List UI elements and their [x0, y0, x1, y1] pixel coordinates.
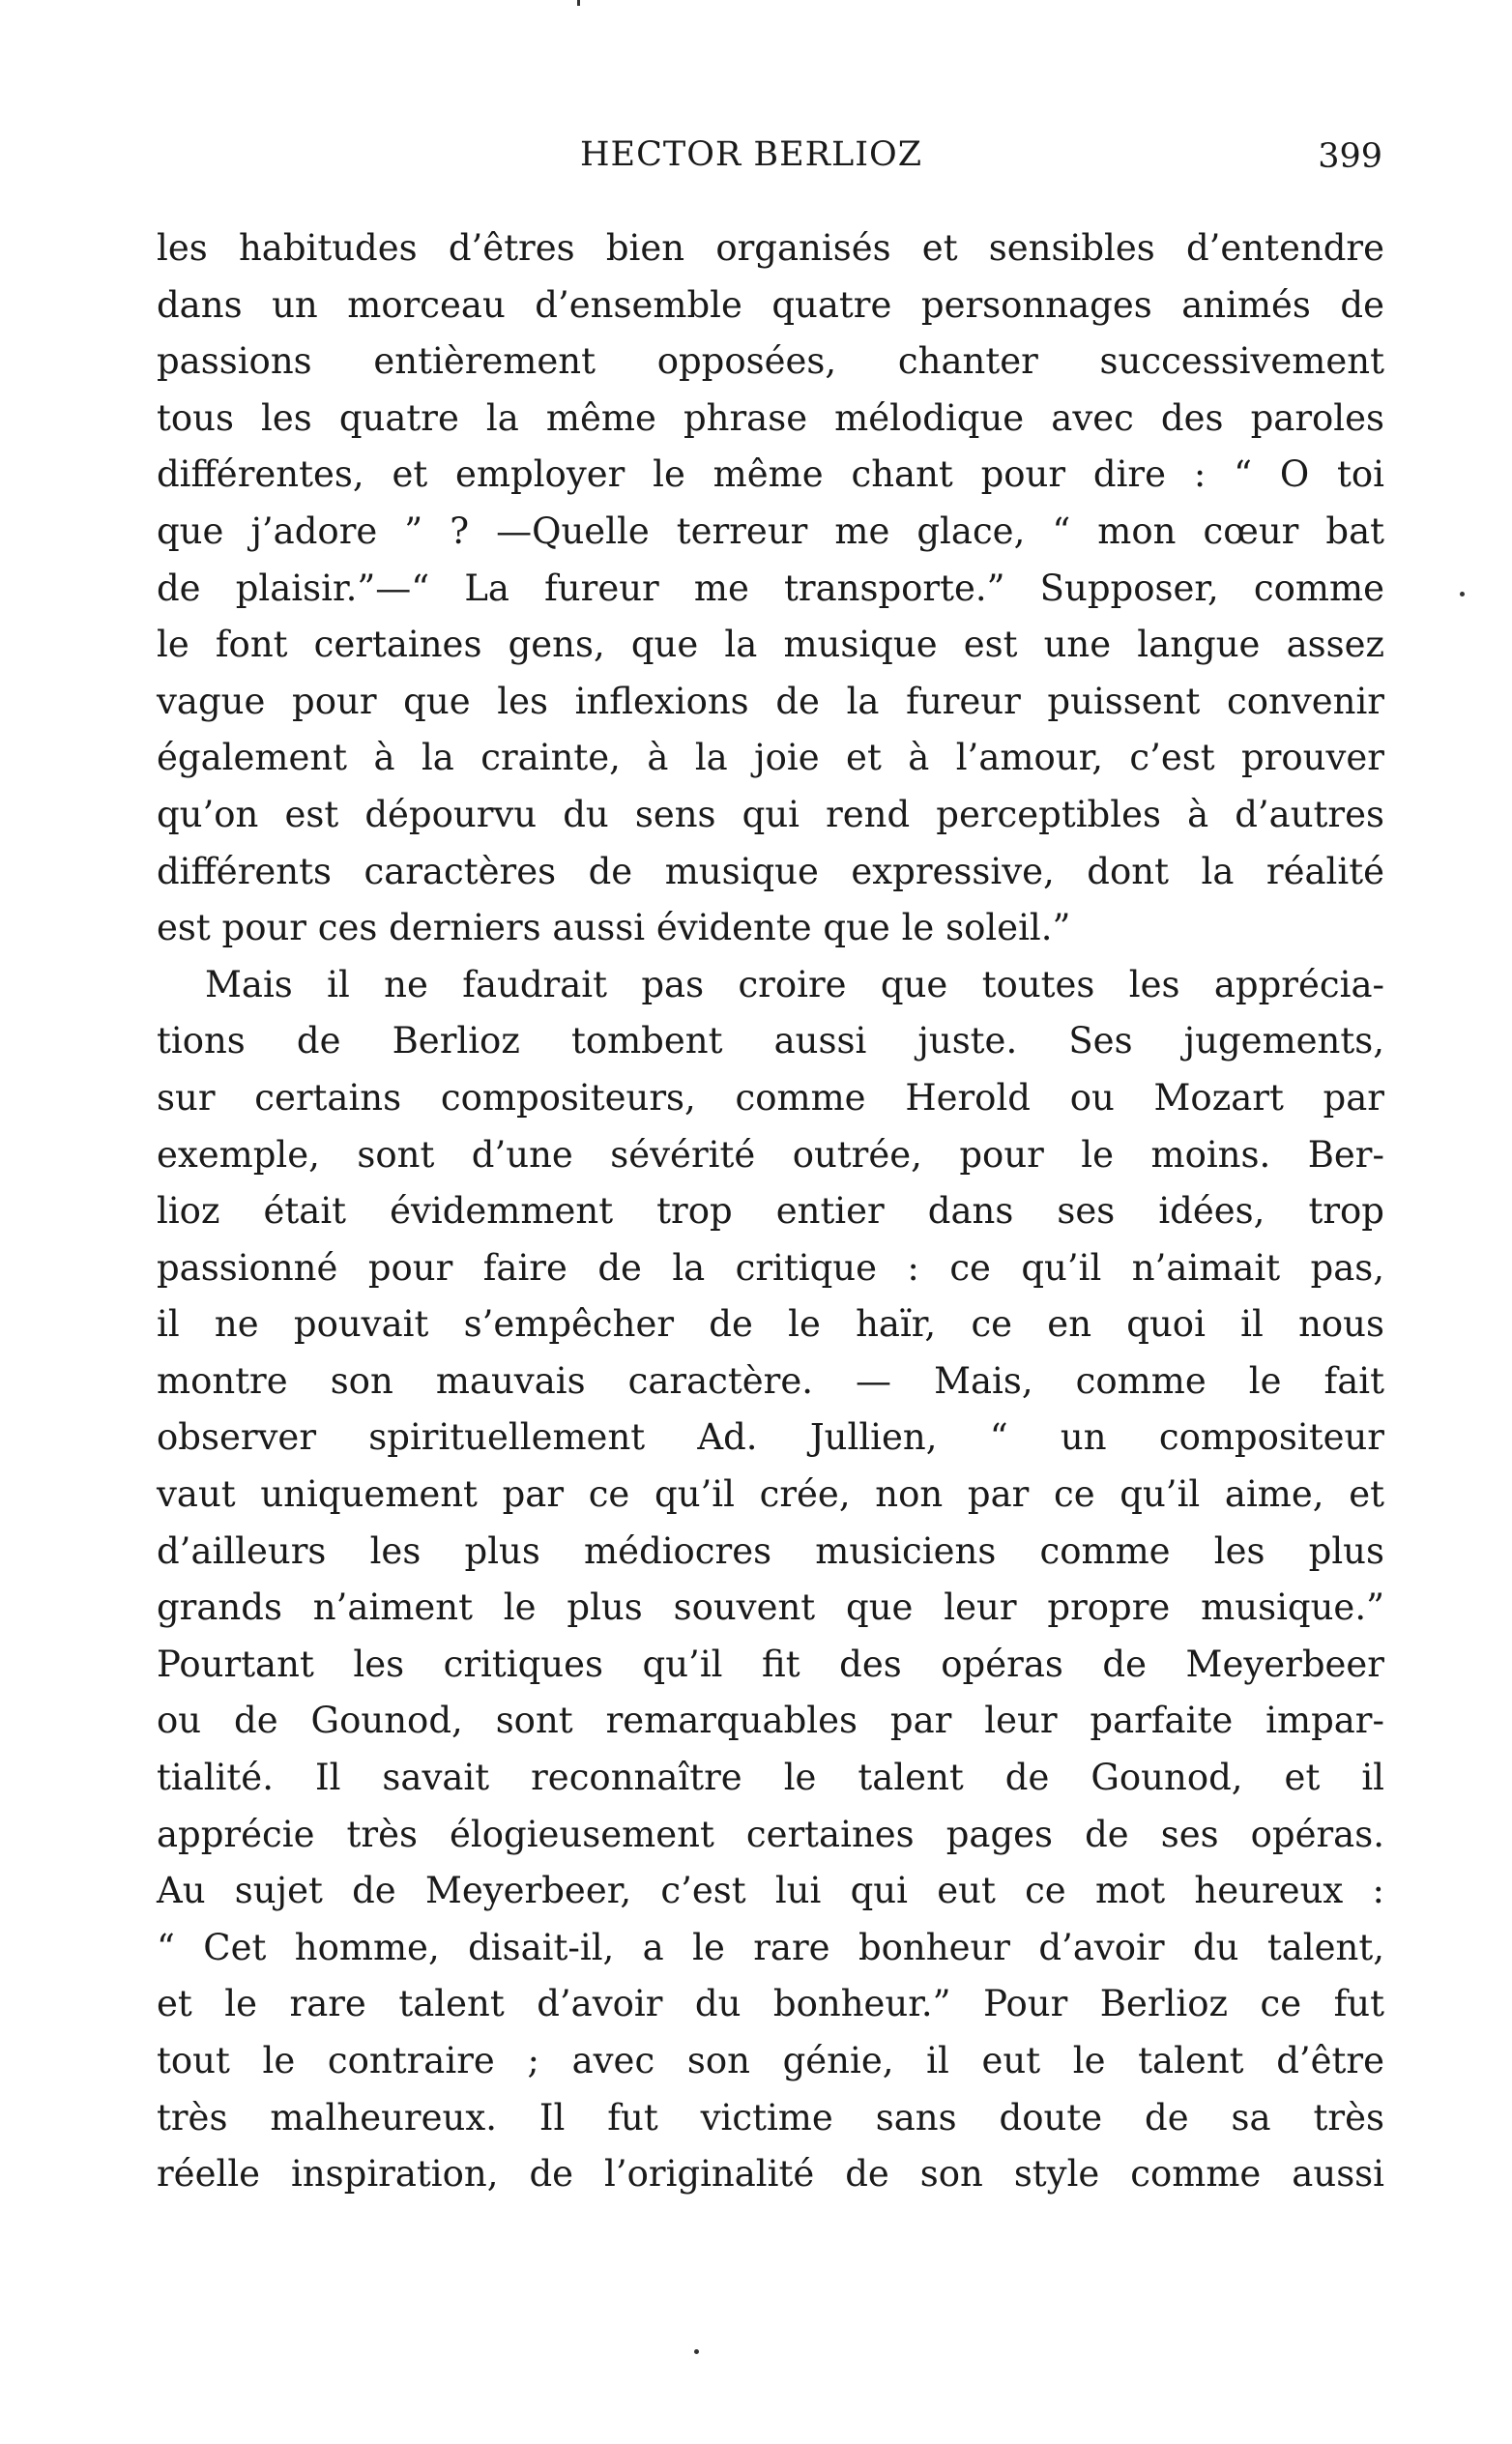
text-line: lioz était évidemment trop entier dans ses idées, trop — [157, 1190, 1384, 1233]
text-line: tialité. Il savait reconnaître le talent de Gounod, et il — [157, 1757, 1384, 1799]
text-line: différentes, et employer le même chant pour dire : “ O toi — [157, 453, 1384, 496]
text-line: montre son mauvais caractère. — Mais, comme le fait — [157, 1359, 1384, 1402]
paragraph-end-line: est pour ces derniers aussi évidente que le soleil.” — [157, 907, 1071, 949]
text-line: “ Cet homme, disait-il, a le rare bonheur d’avoir du talent, — [157, 1926, 1384, 1968]
text-line: Pourtant les critiques qu’il fit des opéras de Meyerbeer — [157, 1643, 1384, 1685]
text-line: exemple, sont d’une sévérité outrée, pour le moins. Ber- — [157, 1133, 1384, 1176]
text-line: vaut uniquement par ce qu’il crée, non par ce qu’il aime, et — [157, 1473, 1384, 1516]
paragraph-start-line: Mais il ne faudrait pas croire que toutes les apprécia- — [205, 963, 1384, 1005]
text-line: très malheureux. Il fut victime sans doute de sa très — [157, 2096, 1384, 2138]
text-line: passionné pour faire de la critique : ce qu’il n’aimait pas, — [157, 1246, 1384, 1289]
text-line: sur certains compositeurs, comme Herold ou Mozart par — [157, 1076, 1384, 1119]
text-line: d’ailleurs les plus médiocres musiciens comme les plus — [157, 1529, 1384, 1572]
text-line: de plaisir.”—“ La fureur me transporte.” Supposer, comme — [157, 567, 1384, 609]
text-line: grands n’aiment le plus souvent que leur propre musique.” — [157, 1586, 1384, 1629]
text-line: ou de Gounod, sont remarquables par leur parfaite impar- — [157, 1700, 1384, 1742]
running-head: HECTOR BERLIOZ — [580, 135, 923, 174]
text-line: il ne pouvait s’empêcher de le haïr, ce en quoi il nous — [157, 1303, 1384, 1346]
text-line: Au sujet de Meyerbeer, c’est lui qui eut ce mot heureux : — [157, 1870, 1384, 1912]
page-header — [145, 135, 1382, 184]
text-line: dans un morceau d’ensemble quatre personnages animés de — [157, 283, 1384, 326]
text-line: observer spirituellement Ad. Jullien, “ un compositeur — [157, 1416, 1384, 1459]
text-line: qu’on est dépourvu du sens qui rend perceptibles à d’autres — [157, 793, 1384, 835]
text-line: vague pour que les inflexions de la fureur puissent convenir — [157, 680, 1384, 722]
print-mark — [577, 0, 580, 6]
text-line: différents caractères de musique expressive, dont la réalité — [157, 850, 1384, 892]
body-text — [157, 220, 1384, 2203]
print-speck — [694, 2349, 699, 2354]
page-number: 399 — [1318, 137, 1382, 176]
text-line: les habitudes d’êtres bien organisés et sensibles d’entendre — [157, 227, 1384, 269]
text-line: le font certaines gens, que la musique est une langue assez — [157, 624, 1384, 666]
text-line: tous les quatre la même phrase mélodique avec des paroles — [157, 396, 1384, 439]
text-line: que j’adore ” ? —Quelle terreur me glace, “ mon cœur bat — [157, 509, 1384, 552]
text-line: apprécie très élogieusement certaines pages de ses opéras. — [157, 1813, 1384, 1855]
text-line: passions entièrement opposées, chanter successivement — [157, 340, 1384, 383]
text-line: réelle inspiration, de l’originalité de son style comme aussi — [157, 2153, 1384, 2196]
text-line: tions de Berlioz tombent aussi juste. Ses jugements, — [157, 1020, 1384, 1062]
print-speck — [1460, 592, 1465, 596]
text-line: et le rare talent d’avoir du bonheur.” Pour Berlioz ce fut — [157, 1983, 1384, 2025]
text-line: également à la crainte, à la joie et à l’amour, c’est prouver — [157, 737, 1384, 779]
text-line: tout le contraire ; avec son génie, il eut le talent d’être — [157, 2040, 1384, 2081]
